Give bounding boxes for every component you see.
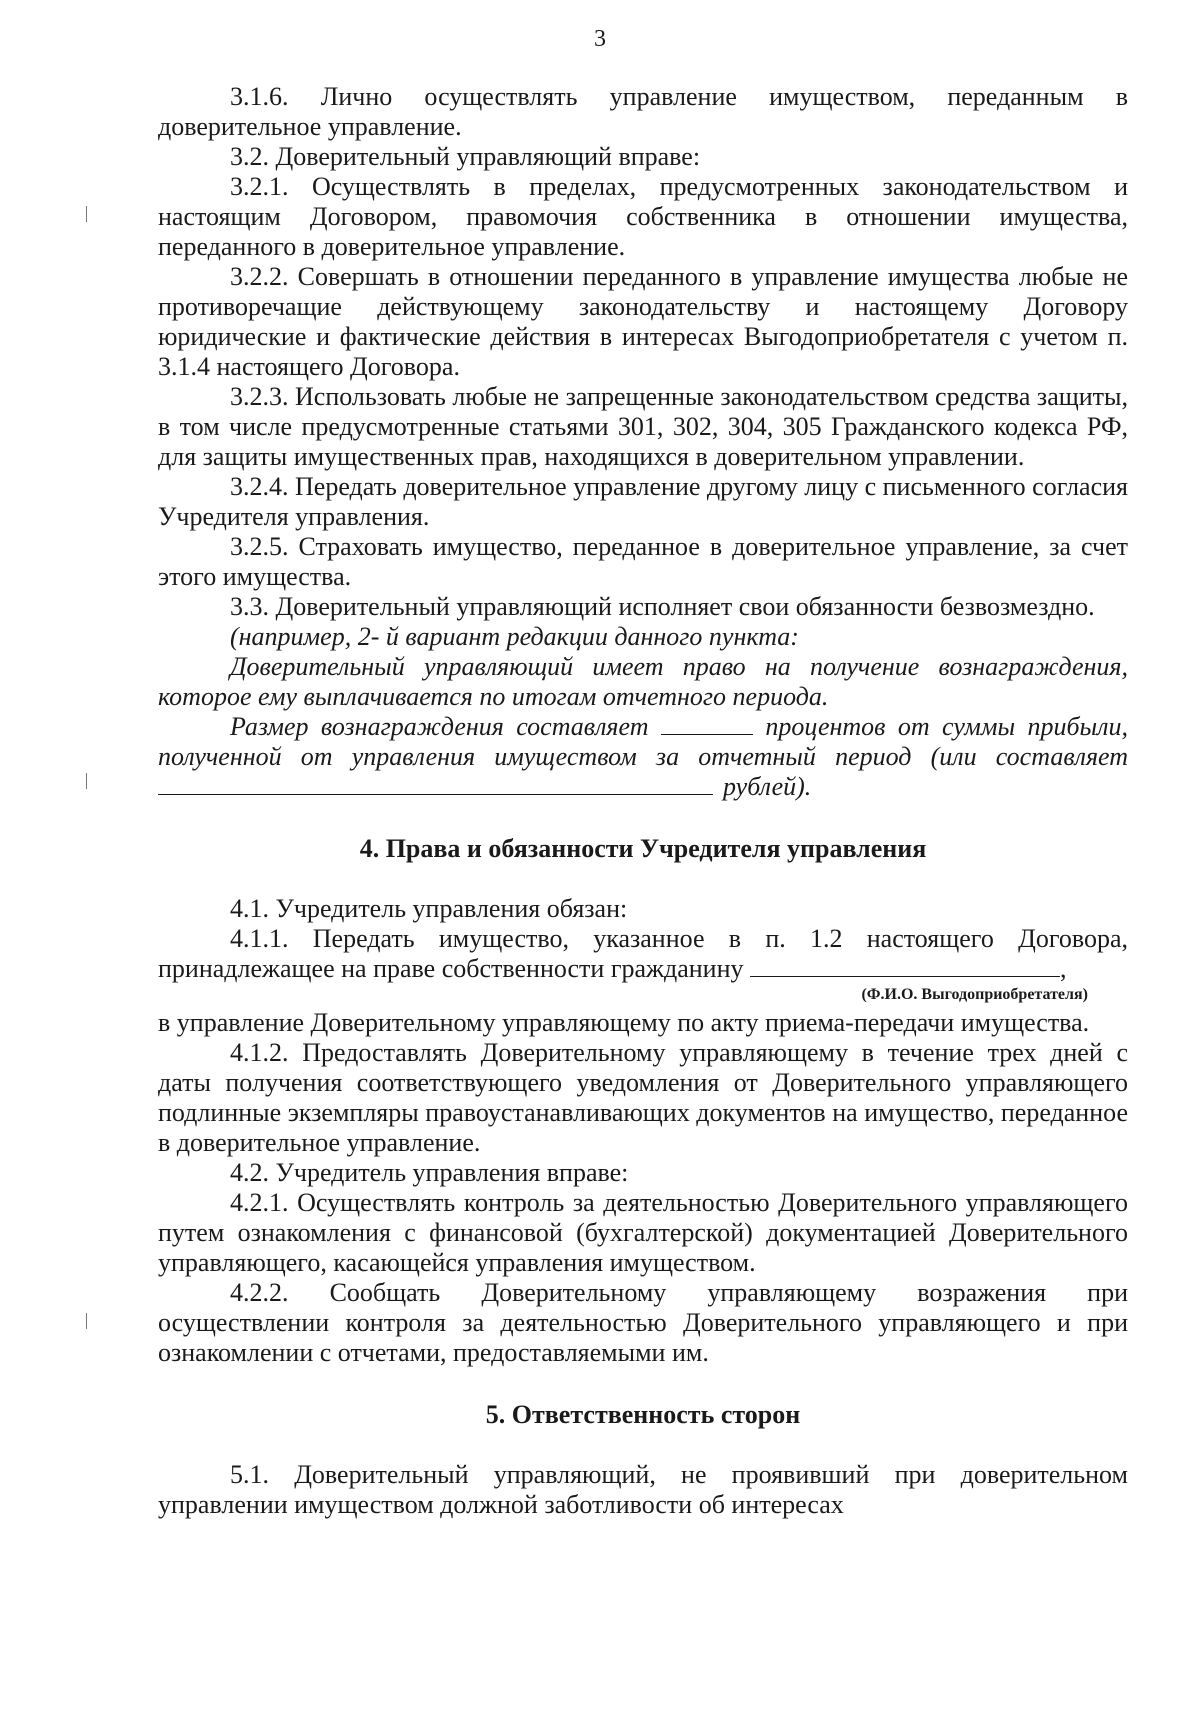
clause-4-2: 4.2. Учредитель управления вправе: <box>230 1158 629 1187</box>
clause-5-1: 5.1. Доверительный управляющий, не проявивший при доверительном управлении имуществом должной заботливости об интересах <box>158 1460 1128 1519</box>
clause-3-2-2: 3.2.2. Совершать в отношении переданного в управление имущества любые не противоречащие действующему законодательству и настоящему Договору юридические и фактические действия в интересах Выгодоприобретателя с учетом п. 3.1.4 настоящего Договора. <box>158 262 1128 381</box>
margin-mark <box>86 773 87 789</box>
beneficiary-name-blank-line <box>750 954 1060 977</box>
clause-3-2-5: 3.2.5. Страховать имущество, переданное в доверительное управление, за счет этого имущества. <box>158 532 1128 591</box>
margin-mark <box>86 1313 87 1329</box>
page-number: 3 <box>594 26 606 52</box>
alt-2-text-c: рублей). <box>723 772 812 801</box>
clause-4-1-1-cont: в управление Доверительному управляющему по акту приема-передачи имущества. <box>158 1008 1090 1037</box>
alt-2-text-b: процентов от суммы прибыли, полученной от управления имуществом за отчетный период (или составляет <box>158 712 1129 771</box>
clause-4-1: 4.1. Учредитель управления обязан: <box>230 894 628 923</box>
clause-3-3: 3.3. Доверительный управляющий исполняет свои обязанности безвозмездно. <box>230 592 1095 621</box>
clause-3-1-6: 3.1.6. Лично осуществлять управление имуществом, переданным в доверительное управление. <box>158 82 1128 141</box>
clause-4-1-2: 4.1.2. Предоставлять Доверительному управляющему в течение трех дней с даты получения соответствующего уведомления от Доверительного управляющего подлинные экземпляры правоустанавливающих документов на имущество, переданное в доверительное управление. <box>158 1038 1128 1157</box>
clause-3-3-alt-intro: (например, 2- й вариант редакции данного пункта: <box>230 622 799 651</box>
amount-blank-line <box>158 772 713 795</box>
clause-4-2-2: 4.2.2. Сообщать Доверительному управляющему возражения при осуществлении контроля за деятельностью Доверительного управляющего и при ознакомлении с отчетами, предоставляемыми им. <box>158 1278 1128 1367</box>
clause-3-3-alt-1: Доверительный управляющий имеет право на получение вознаграждения, которое ему выплачивается по итогам отчетного периода. <box>158 652 1128 711</box>
clause-3-2-1: 3.2.1. Осуществлять в пределах, предусмотренных законодательством и настоящим Договором, правомочия собственника в отношении имущества, переданного в доверительное управление. <box>158 172 1128 261</box>
clause-4-2-1: 4.2.1. Осуществлять контроль за деятельностью Доверительного управляющего путем ознакомления с финансовой (бухгалтерской) документацией Доверительного управляющего, касающейся управления имуществом. <box>158 1188 1128 1277</box>
clause-3-2-3: 3.2.3. Использовать любые не запрещенные законодательством средства защиты, в том числе предусмотренные статьями 301, 302, 304, 305 Гражданского кодекса РФ, для защиты имущественных прав, находящихся в доверительном управлении. <box>158 382 1128 471</box>
clause-4-1-1: 4.1.1. Передать имущество, указанное в п. 1.2 настоящего Договора, принадлежащее на праве собственности гражданину , <box>158 924 1128 983</box>
section-5-heading: 5. Ответственность сторон <box>485 1400 801 1429</box>
alt-2-text-a: Размер вознаграждения составляет <box>230 712 649 741</box>
margin-mark <box>86 206 87 222</box>
section-4-heading: 4. Права и обязанности Учредителя управления <box>359 834 927 863</box>
clause-3-2: 3.2. Доверительный управляющий вправе: <box>230 142 701 171</box>
clause-3-3-alt-2 <box>158 712 1128 802</box>
percent-blank-line <box>661 712 753 735</box>
document-body <box>158 82 1128 1520</box>
beneficiary-name-caption: (Ф.И.О. Выгодоприобретателя) <box>861 986 1088 1003</box>
clause-3-2-4: 3.2.4. Передать доверительное управление другому лицу с письменного согласия Учредителя управления. <box>158 472 1128 531</box>
clause-4-1-1-text: 4.1.1. Передать имущество, указанное в п. 1.2 настоящего Договора, принадлежащее на праве собственности гражданину <box>158 924 1128 983</box>
